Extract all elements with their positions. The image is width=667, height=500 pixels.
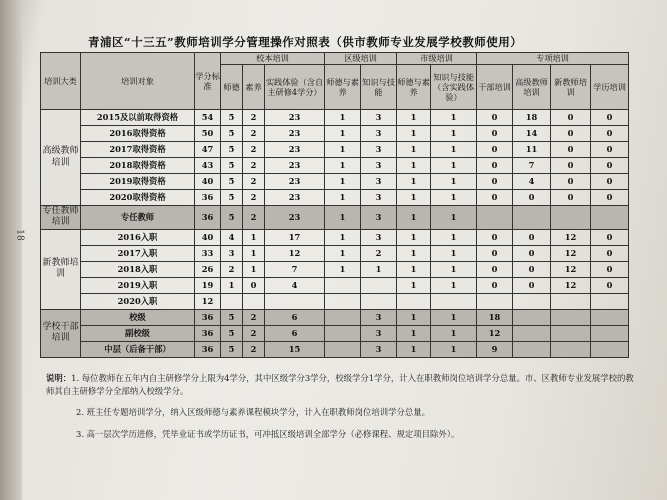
value-cell: 43 [195, 158, 221, 174]
value-cell [477, 293, 513, 309]
value-cell: 3 [361, 110, 397, 126]
value-cell: 23 [265, 174, 325, 190]
value-cell: 1 [431, 110, 477, 126]
value-cell: 1 [397, 277, 431, 293]
book-gutter [0, 0, 22, 500]
value-cell: 3 [361, 206, 397, 230]
value-cell: 5 [221, 174, 243, 190]
target-cell: 中层（后备干部） [81, 341, 195, 357]
value-cell: 1 [397, 261, 431, 277]
target-cell: 2016入职 [81, 229, 195, 245]
value-cell [591, 206, 629, 230]
value-cell: 0 [477, 158, 513, 174]
value-cell: 1 [431, 229, 477, 245]
value-cell: 1 [397, 110, 431, 126]
value-cell: 1 [431, 277, 477, 293]
value-cell: 2 [243, 206, 265, 230]
header-district-ethics: 师德与素养 [325, 65, 361, 110]
note-2: 2. 班主任专题培训学分，纳入区级师德与素养课程模块学分，计入在职教师岗位培训学分总量。 [76, 407, 431, 418]
value-cell: 1 [243, 229, 265, 245]
notes-label: 说明： [46, 373, 72, 383]
value-cell: 12 [265, 245, 325, 261]
header-school-training: 校本培训 [221, 53, 325, 65]
value-cell [325, 309, 361, 325]
value-cell [591, 293, 629, 309]
value-cell: 3 [361, 126, 397, 142]
value-cell: 0 [243, 277, 265, 293]
value-cell: 0 [551, 126, 591, 142]
value-cell [551, 325, 591, 341]
header-category: 培训大类 [41, 53, 81, 110]
value-cell: 1 [431, 341, 477, 357]
value-cell: 1 [431, 174, 477, 190]
value-cell [361, 277, 397, 293]
header-city-ethics: 师德与素养 [397, 65, 431, 110]
value-cell [477, 206, 513, 230]
value-cell: 0 [477, 277, 513, 293]
value-cell: 4 [513, 174, 551, 190]
value-cell: 2 [243, 190, 265, 206]
value-cell [551, 309, 591, 325]
value-cell: 9 [477, 341, 513, 357]
value-cell: 5 [221, 110, 243, 126]
note-3: 3. 高一层次学历进修，凭毕业证书或学历证书，可冲抵区级培训全部学分（必修课程、规定项目除外）。 [76, 428, 460, 439]
table-row [41, 126, 629, 142]
value-cell: 7 [265, 261, 325, 277]
table-row [41, 309, 629, 325]
value-cell: 6 [265, 325, 325, 341]
value-cell: 2 [361, 245, 397, 261]
value-cell: 5 [221, 206, 243, 230]
value-cell: 36 [195, 206, 221, 230]
table-row [41, 229, 629, 245]
value-cell: 1 [397, 341, 431, 357]
value-cell: 6 [265, 309, 325, 325]
value-cell: 3 [361, 309, 397, 325]
value-cell: 0 [591, 158, 629, 174]
value-cell: 36 [195, 190, 221, 206]
credit-table [40, 52, 629, 358]
value-cell: 0 [591, 261, 629, 277]
value-cell: 1 [431, 325, 477, 341]
value-cell: 23 [265, 110, 325, 126]
value-cell [591, 309, 629, 325]
value-cell: 1 [431, 126, 477, 142]
value-cell: 1 [397, 206, 431, 230]
target-cell: 2018取得资格 [81, 158, 195, 174]
value-cell: 1 [325, 110, 361, 126]
value-cell: 2 [243, 341, 265, 357]
value-cell: 2 [243, 158, 265, 174]
value-cell: 1 [397, 126, 431, 142]
value-cell [325, 277, 361, 293]
value-cell: 0 [591, 245, 629, 261]
value-cell: 14 [513, 126, 551, 142]
target-cell: 校级 [81, 309, 195, 325]
value-cell: 0 [551, 142, 591, 158]
value-cell [513, 309, 551, 325]
value-cell: 33 [195, 245, 221, 261]
value-cell: 5 [221, 309, 243, 325]
value-cell: 0 [551, 190, 591, 206]
value-cell: 36 [195, 309, 221, 325]
target-cell: 2018入职 [81, 261, 195, 277]
value-cell: 0 [591, 190, 629, 206]
value-cell: 23 [265, 142, 325, 158]
value-cell: 0 [477, 126, 513, 142]
value-cell: 2 [243, 325, 265, 341]
header-credit-standard: 学分标准 [195, 53, 221, 110]
value-cell: 12 [551, 245, 591, 261]
table-row [41, 142, 629, 158]
value-cell: 1 [221, 277, 243, 293]
value-cell: 0 [477, 174, 513, 190]
header-senior: 高级教师培训 [513, 65, 551, 110]
value-cell: 0 [513, 190, 551, 206]
table-row [41, 293, 629, 309]
target-cell: 2017入职 [81, 245, 195, 261]
value-cell: 0 [477, 190, 513, 206]
value-cell: 26 [195, 261, 221, 277]
value-cell: 1 [431, 142, 477, 158]
value-cell: 3 [361, 158, 397, 174]
header-school-ethics: 师德 [221, 65, 243, 110]
table-row [41, 277, 629, 293]
value-cell: 11 [513, 142, 551, 158]
value-cell: 1 [243, 245, 265, 261]
table-title: 青浦区“十三五”教师培训学分管理操作对照表（供市教师专业发展学校教师使用） [88, 35, 523, 49]
target-cell: 2015及以前取得资格 [81, 110, 195, 126]
value-cell: 1 [397, 229, 431, 245]
table-row [41, 174, 629, 190]
value-cell: 1 [397, 309, 431, 325]
value-cell: 0 [591, 174, 629, 190]
value-cell: 1 [397, 142, 431, 158]
value-cell: 0 [551, 174, 591, 190]
value-cell: 0 [513, 245, 551, 261]
value-cell: 1 [325, 158, 361, 174]
target-cell: 2020入职 [81, 293, 195, 309]
value-cell: 5 [221, 341, 243, 357]
value-cell: 0 [551, 110, 591, 126]
value-cell: 12 [551, 229, 591, 245]
value-cell: 1 [397, 325, 431, 341]
value-cell: 0 [551, 158, 591, 174]
value-cell: 0 [513, 277, 551, 293]
value-cell: 0 [591, 277, 629, 293]
value-cell: 0 [513, 261, 551, 277]
category-cell: 学校干部培训 [41, 309, 81, 357]
value-cell: 1 [325, 142, 361, 158]
value-cell: 1 [431, 245, 477, 261]
value-cell: 12 [551, 261, 591, 277]
value-cell [361, 293, 397, 309]
value-cell: 40 [195, 229, 221, 245]
value-cell [431, 293, 477, 309]
page-number: 18 [14, 229, 25, 241]
value-cell: 3 [361, 190, 397, 206]
value-cell: 12 [477, 325, 513, 341]
value-cell: 5 [221, 325, 243, 341]
value-cell: 0 [477, 142, 513, 158]
header-target: 培训对象 [81, 53, 195, 110]
value-cell: 3 [361, 341, 397, 357]
value-cell: 3 [221, 245, 243, 261]
value-cell: 1 [431, 158, 477, 174]
value-cell: 1 [397, 158, 431, 174]
table-row [41, 190, 629, 206]
value-cell: 5 [221, 126, 243, 142]
category-cell: 新教师培训 [41, 229, 81, 309]
value-cell: 1 [397, 174, 431, 190]
value-cell [513, 206, 551, 230]
value-cell: 0 [591, 110, 629, 126]
value-cell: 40 [195, 174, 221, 190]
value-cell [513, 293, 551, 309]
value-cell: 2 [243, 110, 265, 126]
value-cell: 0 [477, 110, 513, 126]
value-cell: 1 [325, 245, 361, 261]
header-cadre: 干部培训 [477, 65, 513, 110]
header-degree: 学历培训 [591, 65, 629, 110]
value-cell: 1 [431, 206, 477, 230]
note-1: 说明：1. 每位教师在五年内自主研修学分上限为4学分，其中区级学分3学分，校级学分1学分，计入在职教师岗位培训学分总量。市、区教师专业发展学校的教师其自主研修学分全部纳入校级学分。 [46, 373, 634, 396]
header-special-training: 专项培训 [477, 53, 629, 65]
value-cell: 0 [477, 261, 513, 277]
value-cell: 36 [195, 325, 221, 341]
value-cell: 0 [591, 229, 629, 245]
table-row [41, 325, 629, 341]
notes [46, 372, 638, 449]
header-school-practice: 实践体验（含自主研修4学分） [265, 65, 325, 110]
value-cell: 1 [397, 245, 431, 261]
value-cell: 0 [591, 126, 629, 142]
value-cell: 1 [431, 190, 477, 206]
value-cell: 1 [325, 229, 361, 245]
value-cell: 2 [243, 174, 265, 190]
value-cell [325, 341, 361, 357]
value-cell: 1 [325, 174, 361, 190]
value-cell [513, 341, 551, 357]
header-district-knowledge: 知识与技能 [361, 65, 397, 110]
value-cell: 23 [265, 206, 325, 230]
value-cell: 18 [513, 110, 551, 126]
value-cell: 23 [265, 126, 325, 142]
table-row [41, 158, 629, 174]
value-cell: 54 [195, 110, 221, 126]
table-row [41, 261, 629, 277]
value-cell: 50 [195, 126, 221, 142]
value-cell: 3 [361, 325, 397, 341]
value-cell: 5 [221, 190, 243, 206]
value-cell: 19 [195, 277, 221, 293]
table-row [41, 245, 629, 261]
value-cell [551, 206, 591, 230]
value-cell: 47 [195, 142, 221, 158]
value-cell: 1 [361, 261, 397, 277]
value-cell [325, 325, 361, 341]
value-cell [221, 293, 243, 309]
value-cell: 3 [361, 174, 397, 190]
target-cell: 副校级 [81, 325, 195, 341]
value-cell: 1 [397, 190, 431, 206]
value-cell: 4 [265, 277, 325, 293]
target-cell: 2020取得资格 [81, 190, 195, 206]
header-city-knowledge: 知识与技能（含实践体验） [431, 65, 477, 110]
value-cell [551, 341, 591, 357]
table-row [41, 206, 629, 230]
value-cell: 1 [431, 309, 477, 325]
value-cell: 7 [513, 158, 551, 174]
value-cell [513, 325, 551, 341]
value-cell: 23 [265, 158, 325, 174]
value-cell: 0 [591, 142, 629, 158]
value-cell [243, 293, 265, 309]
value-cell: 1 [325, 190, 361, 206]
value-cell: 2 [243, 142, 265, 158]
value-cell: 3 [361, 229, 397, 245]
category-cell: 高级教师培训 [41, 110, 81, 206]
value-cell: 2 [243, 309, 265, 325]
value-cell: 4 [221, 229, 243, 245]
table-body [41, 110, 629, 358]
target-cell: 2016取得资格 [81, 126, 195, 142]
value-cell [591, 341, 629, 357]
target-cell: 2017取得资格 [81, 142, 195, 158]
value-cell [397, 293, 431, 309]
value-cell [591, 325, 629, 341]
value-cell: 1 [243, 261, 265, 277]
header-district-training: 区级培训 [325, 53, 397, 65]
value-cell: 1 [325, 206, 361, 230]
value-cell: 18 [477, 309, 513, 325]
value-cell: 1 [325, 126, 361, 142]
value-cell: 5 [221, 142, 243, 158]
value-cell [325, 293, 361, 309]
value-cell: 36 [195, 341, 221, 357]
value-cell: 0 [513, 229, 551, 245]
value-cell [265, 293, 325, 309]
value-cell [551, 293, 591, 309]
category-cell: 专任教师培训 [42, 206, 79, 228]
value-cell: 1 [431, 261, 477, 277]
value-cell: 23 [265, 190, 325, 206]
target-cell: 2019取得资格 [81, 174, 195, 190]
target-cell: 专任教师 [81, 206, 195, 230]
value-cell: 0 [477, 229, 513, 245]
value-cell: 1 [325, 261, 361, 277]
value-cell: 0 [477, 245, 513, 261]
value-cell: 17 [265, 229, 325, 245]
value-cell: 12 [551, 277, 591, 293]
table-row [41, 341, 629, 357]
value-cell: 3 [361, 142, 397, 158]
value-cell: 15 [265, 341, 325, 357]
header-new-teacher: 新教师培训 [551, 65, 591, 110]
value-cell: 2 [221, 261, 243, 277]
value-cell: 2 [243, 126, 265, 142]
table-row [41, 110, 629, 126]
value-cell: 5 [221, 158, 243, 174]
header-city-training: 市级培训 [397, 53, 477, 65]
target-cell: 2019入职 [81, 277, 195, 293]
value-cell: 12 [195, 293, 221, 309]
header-school-literacy: 素养 [243, 65, 265, 110]
